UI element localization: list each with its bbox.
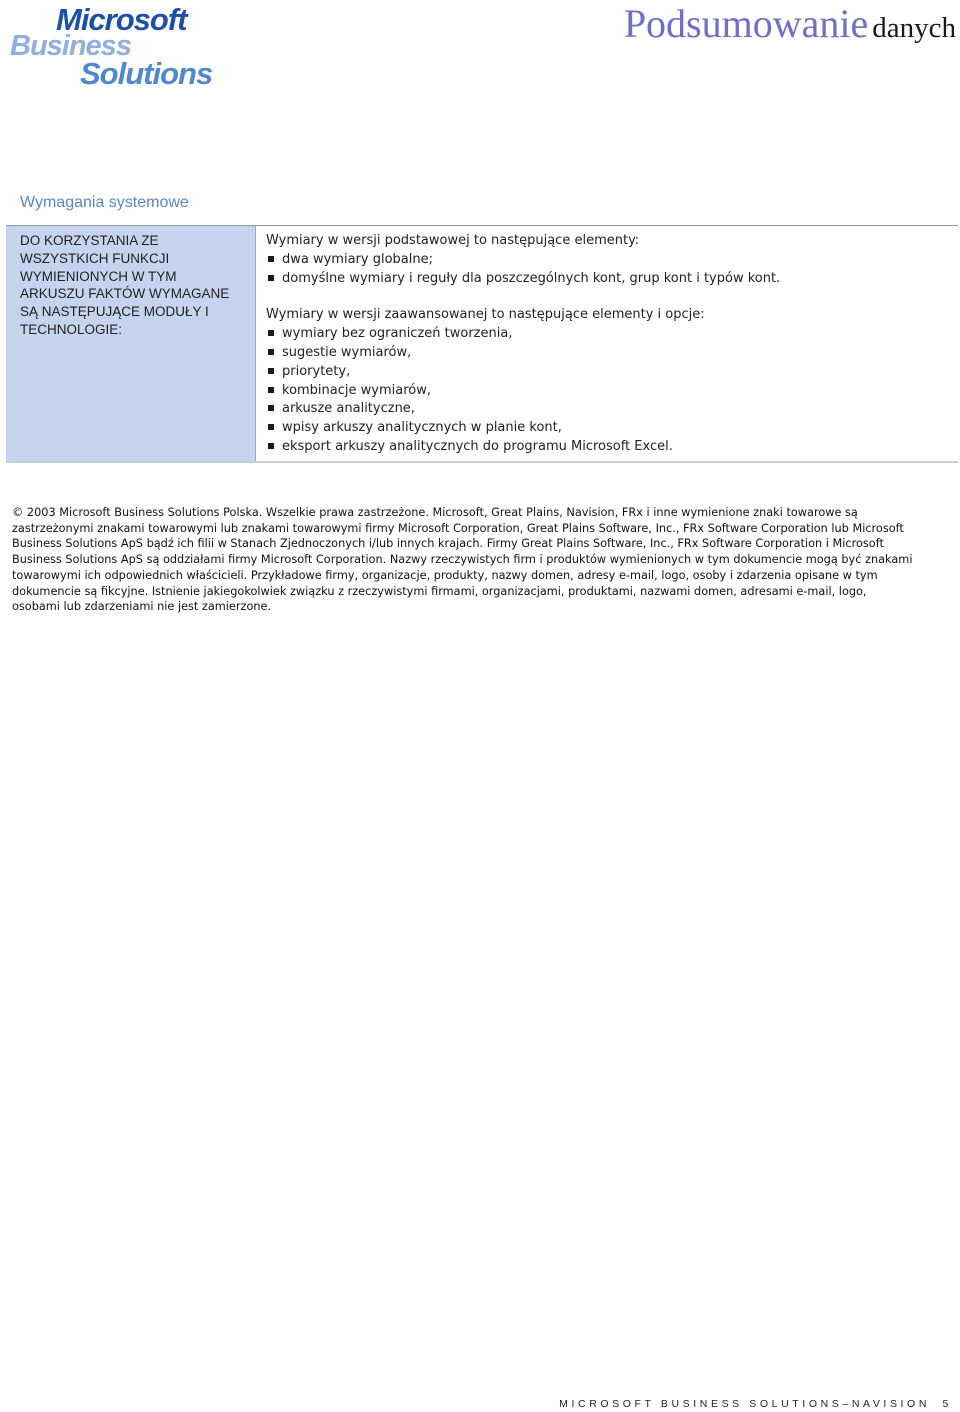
requirements-label xyxy=(20,232,229,339)
basic-item: dwa wymiary globalne; xyxy=(282,252,433,267)
page-footer xyxy=(559,1398,952,1410)
list-item xyxy=(266,271,780,286)
list-item xyxy=(266,364,350,379)
requirements-label-line: SĄ NASTĘPUJĄCE MODUŁY I xyxy=(20,304,209,320)
requirements-label-line: ARKUSZU FAKTÓW WYMAGANE xyxy=(20,286,230,302)
copyright-line: Business Solutions ApS bądź ich filii w Stanach Zjednoczonych i/lub innych krajach. Firmy Great Plains Software, Inc., FRx Software Corporation i Microsoft xyxy=(12,537,884,551)
requirements-label-line: DO KORZYSTANIA ZE xyxy=(20,233,159,248)
requirements-label-line: WSZYSTKICH FUNKCJI xyxy=(20,250,170,266)
page-title-sub: danych xyxy=(872,12,956,44)
advanced-item: wymiary bez ograniczeń tworzenia, xyxy=(282,326,513,341)
advanced-item: wpisy arkuszy analitycznych w planie kont, xyxy=(282,420,562,435)
logo-solutions-text: Solutions xyxy=(80,56,213,91)
bullet-icon xyxy=(268,275,274,281)
page-title xyxy=(624,0,956,47)
bullet-icon xyxy=(268,256,274,262)
list-item xyxy=(266,345,411,360)
copyright-notice xyxy=(12,505,948,615)
page-number: 5 xyxy=(942,1398,952,1410)
copyright-line: © 2003 Microsoft Business Solutions Polska. Wszelkie prawa zastrzeżone. Microsoft, Great Plains, Navision, FRx i inne wymienione znaki towarowe są xyxy=(12,506,858,519)
bullet-icon xyxy=(268,405,274,411)
advanced-item: eksport arkuszy analitycznych do programu Microsoft Excel. xyxy=(282,439,673,454)
requirements-content-cell xyxy=(266,226,958,462)
copyright-line: zastrzeżonymi znakami towarowymi lub znakami towarowymi firmy Microsoft Corporation, Great Plains Software, Inc., FRx Software Corporation lub Microsoft xyxy=(12,521,904,535)
advanced-item: arkusze analityczne, xyxy=(282,401,415,416)
copyright-line: towarowymi ich odpowiednich właścicieli. Przykładowe firmy, organizacje, produkty, nazwy domen, adresy e-mail, logo, osoby i zdarzenia opisane w tym xyxy=(12,568,878,582)
basic-item: domyślne wymiary i reguły dla poszczególnych kont, grup kont i typów kont. xyxy=(282,271,781,286)
list-item xyxy=(266,383,431,398)
bullet-icon xyxy=(268,349,274,355)
requirements-table xyxy=(6,226,958,462)
table-bottom-border xyxy=(6,461,958,463)
bullet-icon xyxy=(268,424,274,430)
advanced-item: kombinacje wymiarów, xyxy=(282,383,431,398)
advanced-item: priorytety, xyxy=(282,364,351,379)
section-title: Wymagania systemowe xyxy=(20,194,189,211)
copyright-line: Business Solutions ApS są oddziałami firmy Microsoft Corporation. Nazwy rzeczywistych firm i produktów wymienionych w tym dokumencie mogą być znakami xyxy=(12,553,913,567)
list-item xyxy=(266,252,433,267)
logo-business-text: Business xyxy=(10,30,131,62)
advanced-item: sugestie wymiarów, xyxy=(282,345,412,360)
copyright-line: dokumencie są fikcyjne. Istnienie jakiegokolwiek związku z rzeczywistymi firmami, organizacjami, produktami, nazwami domen, adresami e-mail, logo, xyxy=(12,584,867,598)
bullet-icon xyxy=(268,368,274,374)
bullet-icon xyxy=(268,443,274,449)
list-item xyxy=(266,420,562,435)
requirements-label-cell xyxy=(6,226,256,462)
footer-product-name: MICROSOFT BUSINESS SOLUTIONS–NAVISION xyxy=(559,1398,931,1410)
requirements-label-line: WYMIENIONYCH W TYM xyxy=(20,268,177,284)
microsoft-business-solutions-logo xyxy=(8,2,224,90)
list-item xyxy=(266,401,415,416)
advanced-heading: Wymiary w wersji zaawansowanej to następujące elementy i opcje: xyxy=(266,307,705,322)
basic-heading: Wymiary w wersji podstawowej to następujące elementy: xyxy=(266,233,640,248)
requirements-label-line: TECHNOLOGIE: xyxy=(20,321,123,337)
copyright-line: osobami lub zdarzeniami nie jest zamierzone. xyxy=(12,600,272,614)
list-item xyxy=(266,326,512,341)
logo-microsoft-text: Microsoft xyxy=(56,2,187,37)
bullet-icon xyxy=(268,387,274,393)
bullet-icon xyxy=(268,330,274,336)
page-title-main: Podsumowanie xyxy=(623,1,869,46)
list-item xyxy=(266,439,673,454)
